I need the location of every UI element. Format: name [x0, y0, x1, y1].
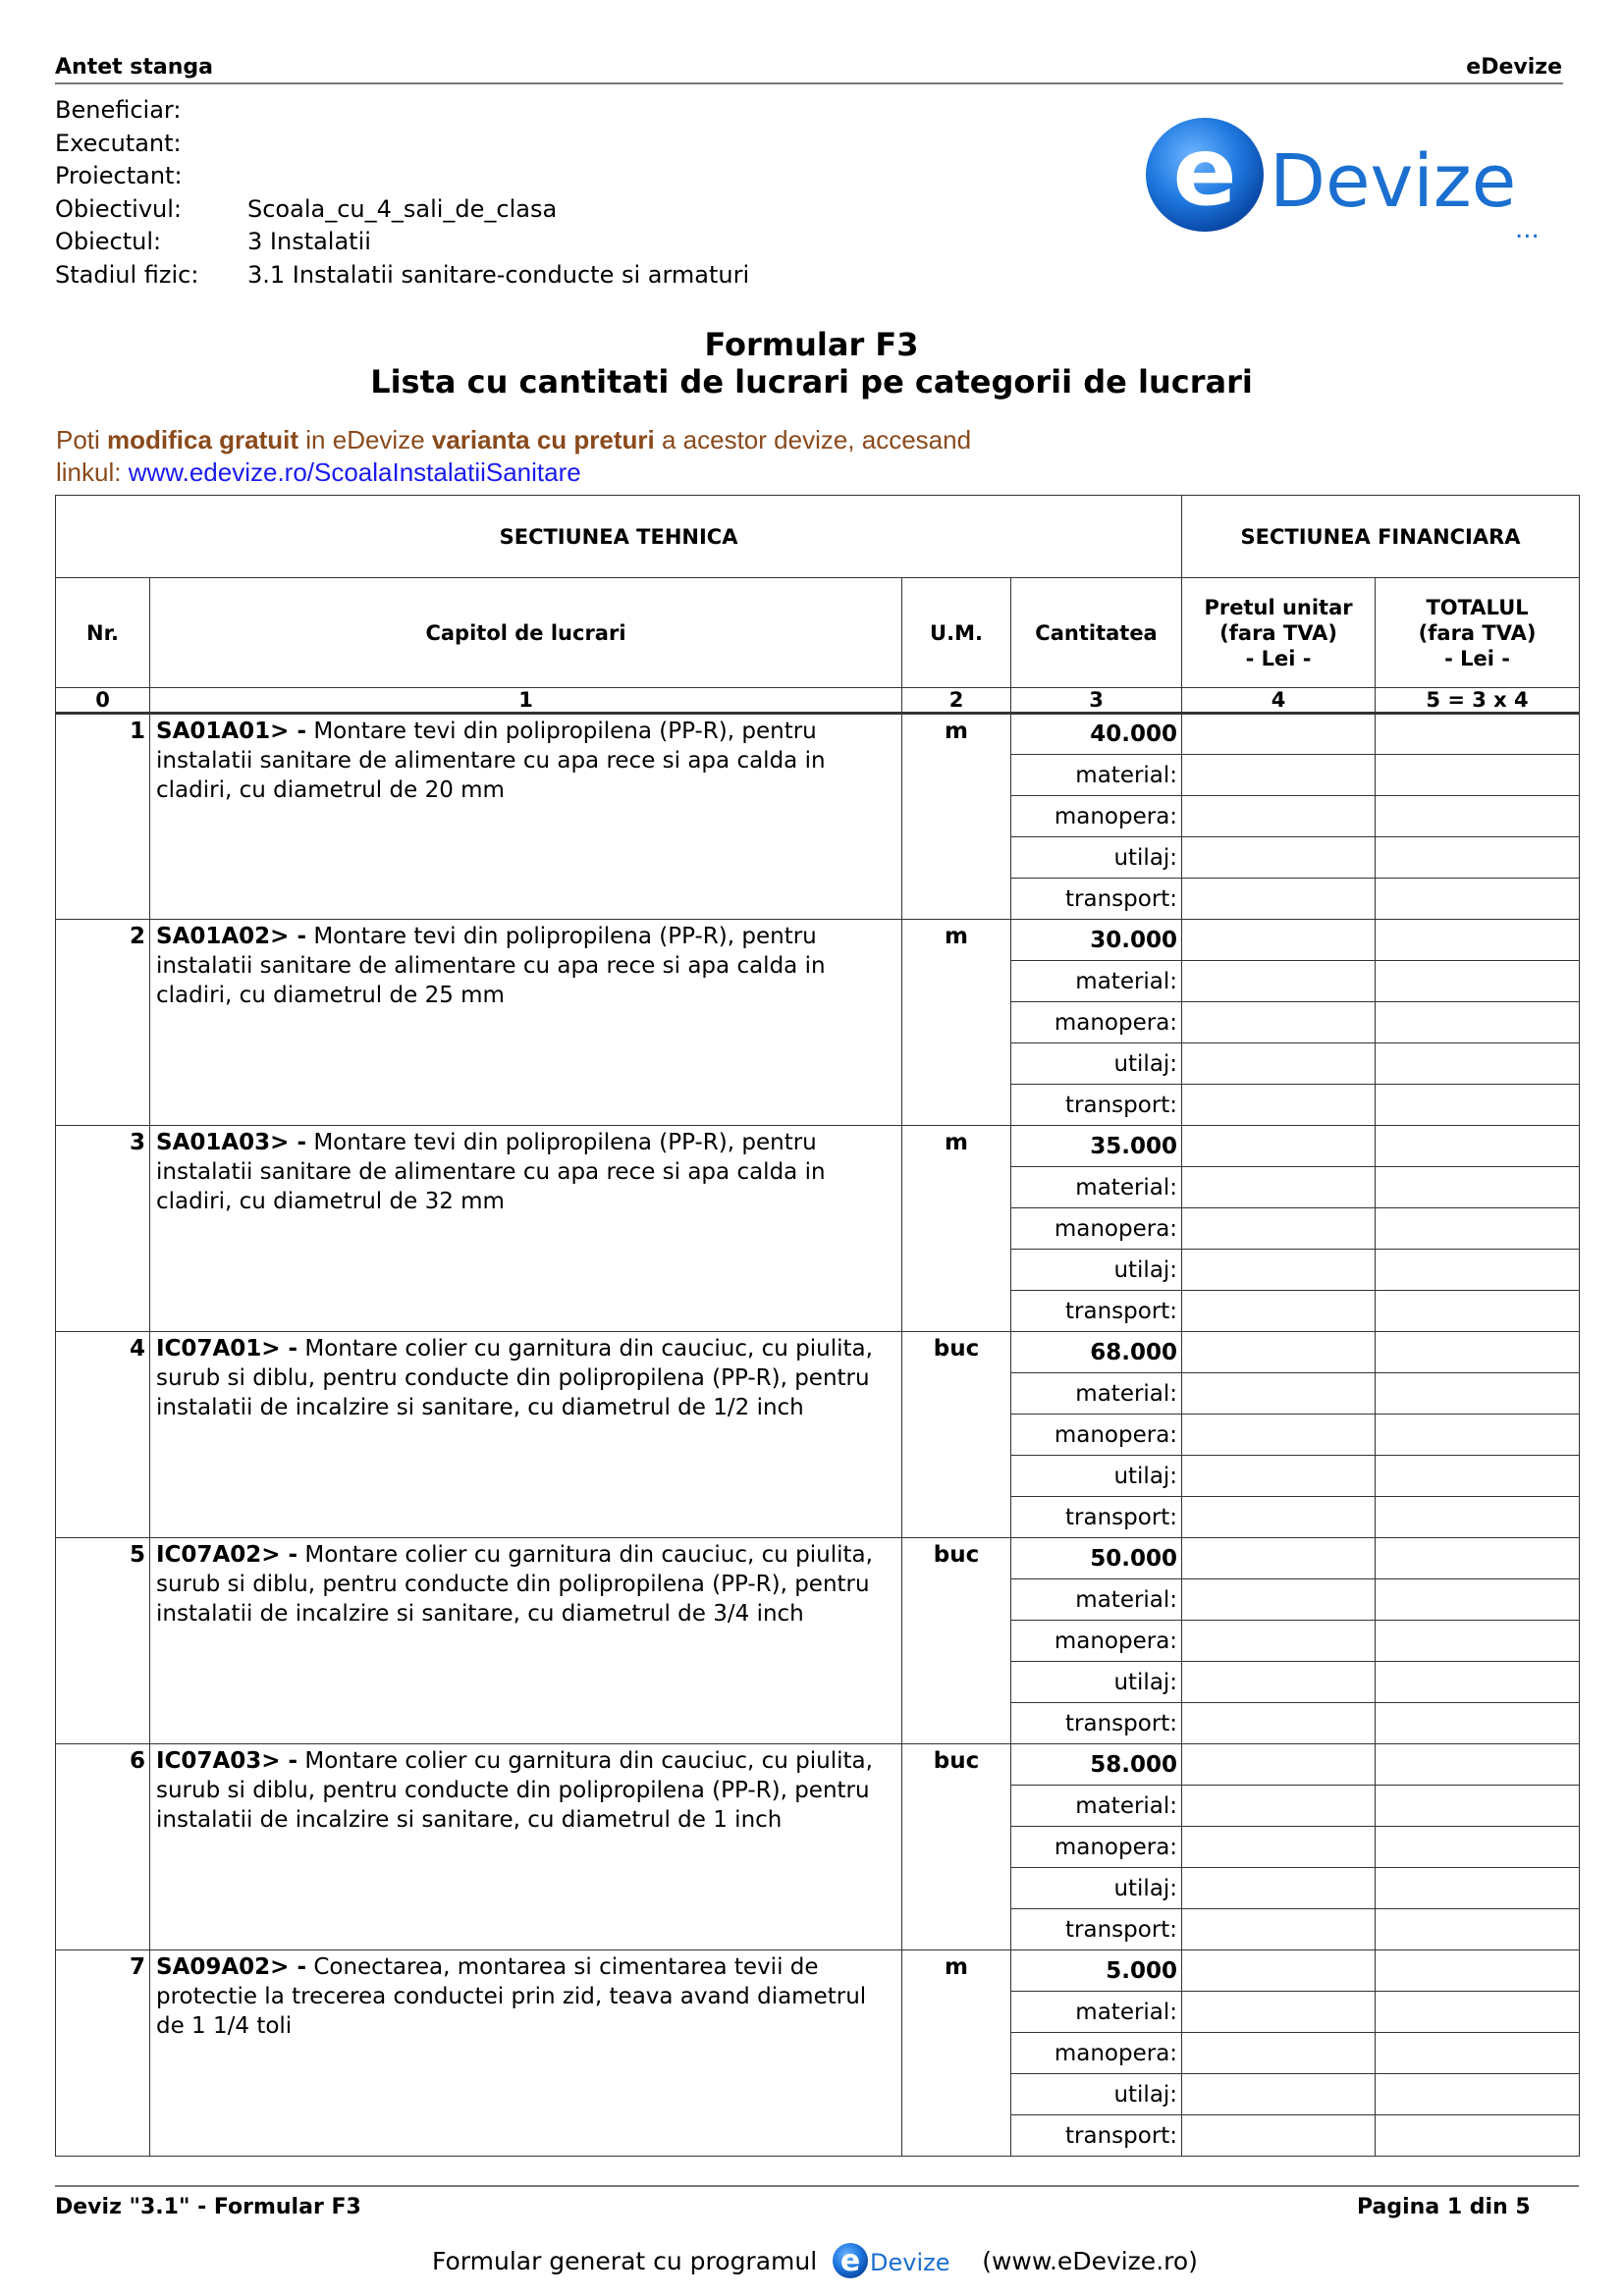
- cost-category-label: transport:: [1011, 1703, 1182, 1744]
- logo-dots: ...: [1515, 215, 1540, 244]
- subrow-total: [1376, 879, 1580, 920]
- logo-word: Devize: [1270, 139, 1517, 224]
- table-row: [56, 1538, 1580, 1579]
- col-number-2: 2: [902, 688, 1011, 714]
- header-line: (fara TVA): [1219, 620, 1337, 645]
- row-description: [150, 1744, 902, 1950]
- row-um: buc: [902, 1538, 1011, 1744]
- info-label: Executant:: [55, 129, 182, 157]
- row-nr: 6: [56, 1744, 150, 1950]
- row-code: SA01A02> -: [156, 924, 307, 949]
- row-unit-price: [1182, 1126, 1376, 1167]
- subrow-unit-price: [1182, 2115, 1376, 2157]
- subrow-unit-price: [1182, 755, 1376, 796]
- header-right-text: eDevize: [1466, 55, 1562, 80]
- row-text: Montare colier cu garnitura din cauciuc, cu piulita, surub si diblu, pentru conducte din polipropilena (PP-R), pentru instalatii de incalzire si sanitare, cu diametrul de 3/4 inch: [156, 1542, 873, 1627]
- subrow-unit-price: [1182, 1909, 1376, 1950]
- info-label: Beneficiar:: [55, 96, 182, 124]
- row-total: [1376, 1950, 1580, 1992]
- cost-category-label: transport:: [1011, 1291, 1182, 1332]
- header-line: Pretul unitar: [1204, 595, 1353, 619]
- subrow-unit-price: [1182, 1497, 1376, 1538]
- cost-category-label: material:: [1011, 1167, 1182, 1208]
- col-number-0: 0: [56, 688, 150, 714]
- promo-text: [56, 424, 971, 489]
- subrow-total: [1376, 1621, 1580, 1662]
- row-quantity: 58.000: [1011, 1744, 1182, 1786]
- footer-page-number: Pagina 1 din 5: [1357, 2195, 1531, 2219]
- cost-category-label: utilaj:: [1011, 1043, 1182, 1085]
- subrow-unit-price: [1182, 1827, 1376, 1868]
- col-header-cantitatea: Cantitatea: [1011, 578, 1182, 688]
- info-value: Scoala_cu_4_sali_de_clasa: [247, 194, 558, 223]
- subrow-unit-price: [1182, 1662, 1376, 1703]
- cost-category-label: manopera:: [1011, 1621, 1182, 1662]
- row-unit-price: [1182, 920, 1376, 961]
- row-text: Montare tevi din polipropilena (PP-R), pentru instalatii sanitare de alimentare cu apa rece si apa calda in cladiri, cu diametrul de 32 mm: [156, 1130, 826, 1214]
- subrow-unit-price: [1182, 796, 1376, 837]
- row-code: IC07A03> -: [156, 1748, 298, 1774]
- col-number-3: 3: [1011, 688, 1182, 714]
- col-header-nr: Nr.: [56, 578, 150, 688]
- col-number-1: 1: [150, 688, 902, 714]
- subrow-total: [1376, 1497, 1580, 1538]
- col-header-total: [1376, 578, 1580, 688]
- row-quantity: 40.000: [1011, 714, 1182, 755]
- subrow-unit-price: [1182, 1002, 1376, 1043]
- subrow-unit-price: [1182, 1703, 1376, 1744]
- row-quantity: 5.000: [1011, 1950, 1182, 1992]
- table-row: [56, 1744, 1580, 1786]
- subrow-unit-price: [1182, 837, 1376, 879]
- form-subtitle: Lista cu cantitati de lucrari pe categorii de lucrari: [370, 363, 1253, 400]
- row-um: m: [902, 920, 1011, 1126]
- cost-category-label: material:: [1011, 1579, 1182, 1621]
- row-um: m: [902, 714, 1011, 920]
- cost-category-label: transport:: [1011, 879, 1182, 920]
- row-unit-price: [1182, 1950, 1376, 1992]
- info-row-obiectul: [55, 226, 749, 259]
- cost-category-label: material:: [1011, 1786, 1182, 1827]
- subrow-total: [1376, 1002, 1580, 1043]
- cost-category-label: utilaj:: [1011, 837, 1182, 879]
- subrow-unit-price: [1182, 1250, 1376, 1291]
- subrow-unit-price: [1182, 961, 1376, 1002]
- row-text: Montare colier cu garnitura din cauciuc, cu piulita, surub si diblu, pentru conducte din polipropilena (PP-R), pentru instalatii de incalzire si sanitare, cu diametrul de 1 inch: [156, 1748, 873, 1833]
- row-quantity: 30.000: [1011, 920, 1182, 961]
- table-row: [56, 1332, 1580, 1373]
- subrow-total: [1376, 1992, 1580, 2033]
- row-code: SA01A03> -: [156, 1130, 307, 1155]
- quantities-table: [55, 495, 1580, 2157]
- cost-category-label: utilaj:: [1011, 1662, 1182, 1703]
- row-total: [1376, 1332, 1580, 1373]
- section-tech-header: SECTIUNEA TEHNICA: [56, 496, 1182, 578]
- subrow-unit-price: [1182, 1992, 1376, 2033]
- info-row-executant: [55, 128, 749, 161]
- info-label: Stadiul fizic:: [55, 260, 199, 289]
- cost-category-label: transport:: [1011, 1497, 1182, 1538]
- subrow-total: [1376, 1662, 1580, 1703]
- row-quantity: 50.000: [1011, 1538, 1182, 1579]
- cost-category-label: transport:: [1011, 1909, 1182, 1950]
- row-code: SA01A01> -: [156, 719, 307, 744]
- row-unit-price: [1182, 1744, 1376, 1786]
- subrow-unit-price: [1182, 1415, 1376, 1456]
- header-left-text: Antet stanga: [55, 55, 214, 80]
- table-row: [56, 920, 1580, 961]
- subrow-unit-price: [1182, 879, 1376, 920]
- footer-left-text: Deviz "3.1" - Formular F3: [55, 2195, 361, 2219]
- footer-generated: [432, 2238, 1198, 2283]
- row-text: Montare tevi din polipropilena (PP-R), pentru instalatii sanitare de alimentare cu apa rece si apa calda in cladiri, cu diametrul de 25 mm: [156, 924, 826, 1008]
- info-label: Obiectivul:: [55, 194, 182, 223]
- subrow-total: [1376, 1043, 1580, 1085]
- subrow-unit-price: [1182, 1208, 1376, 1250]
- info-row-beneficiar: [55, 94, 749, 128]
- cost-category-label: utilaj:: [1011, 1456, 1182, 1497]
- subrow-total: [1376, 1373, 1580, 1415]
- header-line: - Lei -: [1444, 646, 1510, 670]
- subrow-total: [1376, 1250, 1580, 1291]
- cost-category-label: material:: [1011, 1373, 1182, 1415]
- footer-gen-text: Formular generat cu programul: [432, 2246, 818, 2275]
- cost-category-label: material:: [1011, 755, 1182, 796]
- row-quantity: 68.000: [1011, 1332, 1182, 1373]
- cost-category-label: material:: [1011, 1992, 1182, 2033]
- subrow-total: [1376, 2074, 1580, 2115]
- subrow-unit-price: [1182, 1868, 1376, 1909]
- promo-part: a acestor devize, accesand: [654, 425, 972, 454]
- col-header-um: U.M.: [902, 578, 1011, 688]
- subrow-unit-price: [1182, 1786, 1376, 1827]
- info-label: Proiectant:: [55, 162, 183, 189]
- cost-category-label: transport:: [1011, 1085, 1182, 1126]
- subrow-total: [1376, 1786, 1580, 1827]
- subrow-unit-price: [1182, 1167, 1376, 1208]
- header-line: - Lei -: [1245, 646, 1312, 670]
- subrow-unit-price: [1182, 1621, 1376, 1662]
- subrow-total: [1376, 1167, 1580, 1208]
- footer-divider: [55, 2185, 1579, 2187]
- promo-part: Poti: [56, 425, 108, 454]
- promo-part: in eDevize: [298, 425, 432, 454]
- cost-category-label: manopera:: [1011, 1415, 1182, 1456]
- subrow-unit-price: [1182, 1291, 1376, 1332]
- row-um: m: [902, 1126, 1011, 1332]
- cost-category-label: transport:: [1011, 2115, 1182, 2157]
- row-description: [150, 920, 902, 1126]
- subrow-unit-price: [1182, 1043, 1376, 1085]
- subrow-total: [1376, 1909, 1580, 1950]
- subrow-total: [1376, 2033, 1580, 2074]
- subrow-total: [1376, 1579, 1580, 1621]
- row-code: SA09A02> -: [156, 1954, 307, 1980]
- row-code: IC07A02> -: [156, 1542, 298, 1568]
- promo-bold: varianta cu preturi: [431, 425, 655, 454]
- row-total: [1376, 1744, 1580, 1786]
- subrow-total: [1376, 837, 1580, 879]
- subrow-total: [1376, 1703, 1580, 1744]
- table-row: [56, 1950, 1580, 1992]
- cost-category-label: manopera:: [1011, 1208, 1182, 1250]
- row-nr: 5: [56, 1538, 150, 1744]
- subrow-total: [1376, 1291, 1580, 1332]
- info-label: Obiectul:: [55, 228, 162, 255]
- row-quantity: 35.000: [1011, 1126, 1182, 1167]
- subrow-unit-price: [1182, 1456, 1376, 1497]
- subrow-unit-price: [1182, 1579, 1376, 1621]
- table-body: [56, 714, 1580, 2157]
- row-text: Conectarea, montarea si cimentarea tevii de protectie la trecerea conductei prin zid, teava avand diametrul de 1 1/4 toli: [156, 1954, 867, 2039]
- subrow-total: [1376, 1456, 1580, 1497]
- header-line: TOTALUL: [1426, 595, 1529, 619]
- info-row-stadiul: [55, 259, 749, 293]
- info-row-proiectant: [55, 160, 749, 193]
- logo-letter: e: [1172, 117, 1237, 227]
- cost-category-label: manopera:: [1011, 796, 1182, 837]
- row-unit-price: [1182, 1332, 1376, 1373]
- info-value: 3.1 Instalatii sanitare-conducte si armaturi: [247, 260, 750, 289]
- subrow-unit-price: [1182, 1373, 1376, 1415]
- info-value: 3 Instalatii: [247, 228, 371, 255]
- row-um: buc: [902, 1744, 1011, 1950]
- section-fin-header: SECTIUNEA FINANCIARA: [1182, 496, 1580, 578]
- small-logo-letter: e: [840, 2244, 861, 2278]
- header-divider: [55, 82, 1563, 84]
- row-um: m: [902, 1950, 1011, 2157]
- row-unit-price: [1182, 1538, 1376, 1579]
- row-description: [150, 714, 902, 920]
- subrow-unit-price: [1182, 1085, 1376, 1126]
- cost-category-label: utilaj:: [1011, 1868, 1182, 1909]
- cost-category-label: manopera:: [1011, 1827, 1182, 1868]
- row-description: [150, 1332, 902, 1538]
- footer-gen-url: (www.eDevize.ro): [982, 2246, 1198, 2275]
- info-row-obiectivul: [55, 193, 749, 227]
- cost-category-label: material:: [1011, 961, 1182, 1002]
- table-row: [56, 714, 1580, 755]
- row-description: [150, 1126, 902, 1332]
- row-text: Montare colier cu garnitura din cauciuc, cu piulita, surub si diblu, pentru conducte din polipropilena (PP-R), pentru instalatii de incalzire si sanitare, cu diametrul de 1/2 inch: [156, 1336, 873, 1420]
- subrow-total: [1376, 1868, 1580, 1909]
- cost-category-label: manopera:: [1011, 2033, 1182, 2074]
- row-nr: 1: [56, 714, 150, 920]
- project-info: [55, 94, 749, 292]
- col-header-pret: [1182, 578, 1376, 688]
- promo-part: linkul:: [56, 457, 129, 487]
- row-total: [1376, 714, 1580, 755]
- subrow-total: [1376, 1827, 1580, 1868]
- row-total: [1376, 920, 1580, 961]
- subrow-total: [1376, 796, 1580, 837]
- row-total: [1376, 1538, 1580, 1579]
- subrow-total: [1376, 1415, 1580, 1456]
- row-text: Montare tevi din polipropilena (PP-R), pentru instalatii sanitare de alimentare cu apa rece si apa calda in cladiri, cu diametrul de 20 mm: [156, 719, 826, 803]
- row-description: [150, 1538, 902, 1744]
- subrow-total: [1376, 1208, 1580, 1250]
- subrow-total: [1376, 1085, 1580, 1126]
- promo-bold: modifica gratuit: [107, 425, 299, 454]
- subrow-unit-price: [1182, 2033, 1376, 2074]
- col-number-4: 4: [1182, 688, 1376, 714]
- row-total: [1376, 1126, 1580, 1167]
- cost-category-label: manopera:: [1011, 1002, 1182, 1043]
- row-unit-price: [1182, 714, 1376, 755]
- cost-category-label: utilaj:: [1011, 1250, 1182, 1291]
- row-description: [150, 1950, 902, 2157]
- promo-link[interactable]: www.edevize.ro/ScoalaInstalatiiSanitare: [128, 457, 581, 487]
- table-row: [56, 1126, 1580, 1167]
- subrow-unit-price: [1182, 2074, 1376, 2115]
- row-nr: 4: [56, 1332, 150, 1538]
- row-code: IC07A01> -: [156, 1336, 298, 1362]
- form-title: Formular F3: [704, 326, 919, 363]
- col-number-5: 5 = 3 x 4: [1376, 688, 1580, 714]
- cost-category-label: utilaj:: [1011, 2074, 1182, 2115]
- edevize-small-logo: [831, 2238, 968, 2283]
- row-um: buc: [902, 1332, 1011, 1538]
- row-nr: 3: [56, 1126, 150, 1332]
- small-logo-word: Devize: [870, 2249, 950, 2276]
- subrow-total: [1376, 2115, 1580, 2157]
- subrow-total: [1376, 961, 1580, 1002]
- header-line: (fara TVA): [1418, 620, 1537, 645]
- col-header-capitol: Capitol de lucrari: [150, 578, 902, 688]
- edevize-logo: [1134, 108, 1566, 245]
- row-nr: 7: [56, 1950, 150, 2157]
- row-nr: 2: [56, 920, 150, 1126]
- subrow-total: [1376, 755, 1580, 796]
